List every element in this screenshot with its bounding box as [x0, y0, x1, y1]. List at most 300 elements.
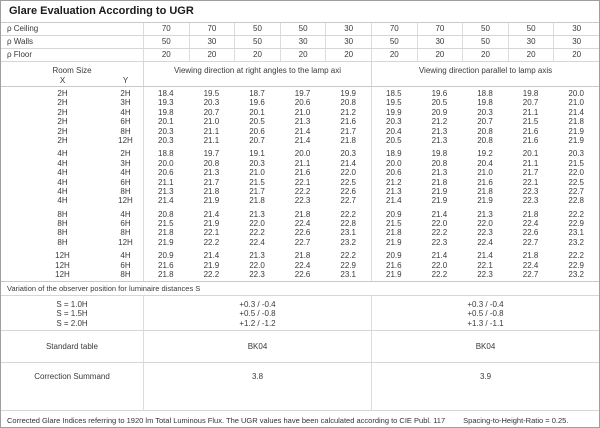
ugr-value: 20.3: [386, 117, 402, 127]
ugr-value: 21.6: [158, 260, 174, 270]
spacing-height-ratio: Spacing-to-Height-Ratio = 0.25.: [463, 415, 569, 425]
room-size-y: 12H: [118, 196, 133, 206]
room-size-y: 8H: [120, 270, 131, 280]
ugr-value: 22.0: [249, 260, 265, 270]
ugr-value: 21.5: [158, 219, 174, 229]
reflectance-label: ρ Walls: [7, 37, 34, 46]
reflectance-value: 50: [371, 36, 417, 48]
s-label: S = 2.0H: [56, 318, 88, 328]
ugr-value: 22.5: [568, 177, 584, 187]
variation-value: +1.3 / -1.1: [467, 318, 504, 328]
ugr-value: 20.0: [568, 89, 584, 98]
reflectance-value: 30: [553, 23, 599, 35]
ugr-value: 22.0: [477, 219, 493, 229]
room-size-y: 12H: [118, 237, 133, 247]
ugr-value: 22.2: [431, 228, 448, 238]
ugr-value: 21.9: [477, 196, 493, 206]
ugr-value: 18.8: [158, 149, 174, 159]
ugr-table-row: [1, 168, 599, 177]
ugr-value: 22.3: [522, 196, 539, 206]
ugr-value: 20.9: [158, 251, 174, 261]
ugr-value: 20.1: [158, 117, 174, 127]
room-size-y: 8H: [120, 186, 131, 196]
ugr-table-row: [1, 238, 599, 247]
reflectance-value: 70: [143, 23, 189, 35]
ugr-value: 21.3: [249, 251, 265, 261]
ugr-value: 21.4: [431, 251, 448, 261]
ugr-value: 21.1: [294, 158, 311, 168]
room-size-x: 2H: [57, 135, 68, 145]
ugr-value: 21.9: [386, 237, 402, 247]
ugr-value: 21.3: [477, 209, 493, 219]
room-size-y: 4H: [120, 107, 131, 117]
ugr-rows: [1, 89, 599, 279]
ugr-table-row: [1, 159, 599, 168]
ugr-value: 21.2: [340, 107, 356, 117]
room-size-y: 2H: [120, 149, 131, 159]
reflectance-value: 50: [462, 23, 508, 35]
ugr-value: 21.8: [568, 117, 584, 127]
ugr-value: 22.2: [431, 270, 448, 280]
ugr-value: 20.6: [386, 168, 402, 178]
reflectance-value: 20: [325, 49, 371, 61]
room-size-x: 8H: [57, 209, 68, 219]
ugr-value: 22.2: [294, 186, 311, 196]
ugr-value: 19.9: [386, 107, 402, 117]
ugr-value: 20.7: [477, 117, 493, 127]
ugr-value: 19.6: [431, 89, 448, 98]
ugr-table-row: [1, 270, 599, 279]
ugr-value: 18.8: [477, 89, 493, 98]
ugr-value: 18.7: [249, 89, 265, 98]
room-size-y: 3H: [120, 98, 131, 108]
ugr-value: 20.3: [158, 135, 174, 145]
ugr-value: 21.4: [203, 209, 220, 219]
ugr-value: 20.3: [568, 149, 584, 159]
ugr-value: 20.3: [340, 149, 356, 159]
room-size-y: 6H: [120, 177, 131, 187]
ugr-value: 21.8: [294, 209, 311, 219]
ugr-value: 21.1: [203, 135, 220, 145]
page-title: Glare Evaluation According to UGR: [1, 1, 599, 23]
ugr-value: 20.3: [249, 158, 265, 168]
reflectance-value: 20: [189, 49, 235, 61]
ugr-value: 20.8: [203, 158, 220, 168]
standard-table-right-value: BK04: [371, 331, 599, 362]
ugr-value: 20.5: [431, 98, 448, 108]
reflectance-row: [1, 49, 599, 62]
ugr-value: 21.4: [340, 158, 356, 168]
standard-table-left-value: BK04: [143, 331, 371, 362]
ugr-value: 21.6: [386, 260, 402, 270]
ugr-value: 18.4: [158, 89, 174, 98]
ugr-value: 21.9: [431, 186, 448, 196]
ugr-value: 20.1: [522, 149, 539, 159]
ugr-value: 21.4: [294, 126, 311, 136]
ugr-value: 21.9: [158, 237, 174, 247]
room-size-y: 6H: [120, 117, 131, 127]
reflectance-value: 30: [325, 23, 371, 35]
ugr-value: 21.5: [386, 219, 402, 229]
viewing-direction-parallel-header: Viewing direction parallel to lamp axis: [371, 62, 599, 86]
ugr-value: 19.9: [340, 89, 356, 98]
ugr-value: 22.9: [568, 219, 584, 229]
ugr-value: 20.6: [158, 168, 174, 178]
ugr-value: 21.3: [249, 209, 265, 219]
standard-table-row: [1, 331, 599, 363]
ugr-value: 22.6: [294, 228, 311, 238]
variation-value: +1.2 / -1.2: [239, 318, 276, 328]
ugr-value: 22.0: [340, 168, 356, 178]
reflectance-value: 20: [508, 49, 554, 61]
variation-value: +0.3 / -0.4: [467, 300, 504, 309]
room-size-x: 4H: [57, 196, 68, 206]
ugr-table-row: [1, 228, 599, 237]
ugr-value: 21.1: [522, 158, 539, 168]
reflectance-value: 30: [553, 36, 599, 48]
ugr-value: 21.4: [294, 135, 311, 145]
reflectance-label: ρ Ceiling: [7, 24, 39, 33]
ugr-value: 21.8: [522, 251, 539, 261]
ugr-value: 22.0: [568, 168, 584, 178]
ugr-value: 19.7: [203, 149, 220, 159]
ugr-value: 21.3: [431, 126, 448, 136]
room-size-y: 8H: [120, 228, 131, 238]
reflectance-label: ρ Floor: [7, 50, 32, 59]
ugr-table-row: [1, 187, 599, 196]
reflectance-value: 20: [234, 49, 280, 61]
reflectance-section: [1, 23, 599, 62]
ugr-value: 22.4: [294, 260, 311, 270]
ugr-value: 21.3: [203, 168, 220, 178]
ugr-value: 22.9: [340, 260, 356, 270]
table-header: [1, 62, 599, 87]
ugr-value: 20.5: [249, 117, 265, 127]
variation-value: +0.3 / -0.4: [239, 300, 276, 309]
ugr-table-row: [1, 98, 599, 107]
reflectance-value: 20: [417, 49, 463, 61]
ugr-value: 21.6: [294, 168, 311, 178]
room-size-x: 2H: [57, 89, 68, 98]
reflectance-value: 50: [143, 36, 189, 48]
ugr-value: 20.0: [386, 158, 402, 168]
ugr-value: 22.7: [340, 196, 356, 206]
room-size-header: [1, 62, 143, 86]
ugr-value: 22.6: [294, 270, 311, 280]
ugr-value: 20.6: [294, 98, 311, 108]
ugr-value: 20.3: [158, 126, 174, 136]
ugr-value: 21.7: [522, 168, 539, 178]
ugr-value: 21.3: [431, 168, 448, 178]
ugr-table-row: [1, 127, 599, 136]
ugr-value: 22.3: [249, 270, 265, 280]
ugr-value: 21.9: [203, 219, 220, 229]
ugr-value: 22.4: [294, 219, 311, 229]
room-size-label: Room Size: [52, 66, 92, 75]
ugr-value: 21.0: [568, 98, 584, 108]
ugr-table-row: [1, 210, 599, 219]
ugr-value: 23.1: [340, 228, 356, 238]
ugr-value: 22.2: [340, 209, 356, 219]
room-size-x: 8H: [57, 228, 68, 238]
ugr-value: 21.0: [203, 117, 220, 127]
room-size-x: 4H: [57, 158, 68, 168]
ugr-value: 22.8: [340, 219, 356, 229]
ugr-value: 22.0: [249, 219, 265, 229]
ugr-value: 22.4: [249, 237, 265, 247]
ugr-value: 22.6: [522, 228, 539, 238]
ugr-value: 18.5: [386, 89, 402, 98]
y-column-header: Y: [122, 76, 129, 85]
ugr-value: 20.3: [203, 98, 220, 108]
ugr-value: 22.1: [477, 260, 493, 270]
room-size-group-2H: [1, 89, 599, 145]
reflectance-value: 30: [280, 36, 326, 48]
ugr-value: 22.5: [340, 177, 356, 187]
room-size-y: 4H: [120, 251, 131, 261]
ugr-value: 20.9: [386, 251, 402, 261]
ugr-value: 21.3: [431, 135, 448, 145]
block-divider: [371, 87, 372, 281]
ugr-value: 21.9: [203, 260, 220, 270]
ugr-value: 21.6: [340, 117, 356, 127]
ugr-value: 22.7: [522, 270, 539, 280]
reflectance-value: 50: [234, 23, 280, 35]
ugr-value: 21.6: [477, 177, 493, 187]
ugr-value: 21.1: [522, 107, 539, 117]
viewing-direction-right-angles-header: Viewing direction at right angles to the lamp axi: [143, 62, 371, 86]
room-size-y: 3H: [120, 158, 131, 168]
ugr-value: 23.2: [568, 270, 584, 280]
ugr-value: 22.2: [568, 251, 584, 261]
reflectance-row: [1, 36, 599, 49]
reflectance-value: 20: [280, 49, 326, 61]
reflectance-value: 30: [417, 36, 463, 48]
ugr-value: 20.1: [249, 107, 265, 117]
room-size-x: 12H: [55, 270, 70, 280]
ugr-value: 21.4: [477, 251, 493, 261]
ugr-value: 20.5: [386, 135, 402, 145]
ugr-value: 19.7: [294, 89, 311, 98]
ugr-table-row: [1, 89, 599, 98]
ugr-table-row: [1, 149, 599, 158]
ugr-value: 22.8: [568, 196, 584, 206]
ugr-value: 21.0: [477, 168, 493, 178]
ugr-value: 21.8: [249, 196, 265, 206]
ugr-value: 21.2: [386, 177, 402, 187]
ugr-value: 20.8: [340, 98, 356, 108]
ugr-value: 23.1: [340, 270, 356, 280]
room-size-x: 2H: [57, 117, 68, 127]
ugr-value: 22.0: [431, 260, 448, 270]
room-size-x: 4H: [57, 186, 68, 196]
ugr-value: 21.7: [249, 186, 265, 196]
reflectance-value: 50: [508, 23, 554, 35]
ugr-value: 20.0: [158, 158, 174, 168]
room-size-y: 4H: [120, 168, 131, 178]
variation-values-right: [371, 296, 599, 330]
ugr-value: 21.8: [158, 270, 174, 280]
ugr-value: 22.7: [522, 237, 539, 247]
ugr-value: 23.2: [568, 237, 584, 247]
ugr-value: 21.0: [249, 168, 265, 178]
ugr-value: 21.5: [568, 158, 584, 168]
room-size-x: 2H: [57, 98, 68, 108]
ugr-value: 21.7: [340, 126, 356, 136]
ugr-value: 20.7: [203, 107, 220, 117]
reflectance-value: 30: [508, 36, 554, 48]
ugr-value: 19.6: [249, 98, 265, 108]
ugr-value: 21.3: [386, 186, 402, 196]
ugr-value: 19.8: [477, 98, 493, 108]
ugr-value: 21.8: [386, 228, 402, 238]
standard-table-label: Standard table: [45, 342, 99, 351]
ugr-value: 22.2: [340, 251, 356, 261]
ugr-table-row: [1, 251, 599, 260]
ugr-value: 21.9: [431, 196, 448, 206]
reflectance-value: 50: [280, 23, 326, 35]
room-size-y: 12H: [118, 135, 133, 145]
variation-section-label: Variation of the observer position for luminaire distances S: [1, 282, 599, 296]
ugr-value: 22.9: [568, 260, 584, 270]
ugr-value: 21.2: [431, 117, 448, 127]
ugr-value: 22.3: [522, 186, 539, 196]
correction-summand-label: Correction Summand: [34, 372, 110, 381]
ugr-value: 22.2: [249, 228, 265, 238]
ugr-value: 19.1: [249, 149, 265, 159]
room-size-x: 4H: [57, 149, 68, 159]
ugr-value: 22.3: [477, 270, 493, 280]
reflectance-value: 70: [371, 23, 417, 35]
ugr-value: 22.1: [522, 177, 539, 187]
room-size-y: 6H: [120, 219, 131, 229]
ugr-value: 23.2: [340, 237, 356, 247]
ugr-table-row: [1, 196, 599, 205]
room-size-group-4H: [1, 149, 599, 205]
reflectance-value: 20: [553, 49, 599, 61]
xy-header-row: [1, 76, 143, 85]
room-size-y: 2H: [120, 89, 131, 98]
ugr-value: 21.8: [477, 186, 493, 196]
ugr-value: 21.6: [522, 126, 539, 136]
s-distance-labels: [1, 296, 143, 330]
ugr-value: 21.8: [431, 177, 448, 187]
ugr-value: 22.2: [203, 237, 220, 247]
variation-values-row: [1, 296, 599, 331]
reflectance-value: 50: [462, 36, 508, 48]
ugr-value: 22.4: [522, 219, 539, 229]
ugr-value: 20.0: [294, 149, 311, 159]
ugr-value: 22.4: [522, 260, 539, 270]
ugr-value: 22.6: [340, 186, 356, 196]
ugr-value: 20.8: [431, 158, 448, 168]
room-size-y: 8H: [120, 126, 131, 136]
room-size-x: 12H: [55, 251, 70, 261]
ugr-value: 19.3: [158, 98, 174, 108]
ugr-value: 21.3: [294, 117, 311, 127]
reflectance-value: 20: [462, 49, 508, 61]
ugr-value: 19.2: [477, 149, 493, 159]
reflectance-value: 50: [234, 36, 280, 48]
ugr-value: 22.7: [294, 237, 311, 247]
ugr-value: 22.7: [568, 186, 584, 196]
room-size-x: 4H: [57, 168, 68, 178]
reflectance-value: 30: [325, 36, 371, 48]
ugr-value: 21.0: [294, 107, 311, 117]
ugr-value: 20.8: [158, 209, 174, 219]
ugr-value: 22.2: [568, 209, 584, 219]
ugr-value: 22.3: [294, 196, 311, 206]
ugr-value: 22.3: [477, 228, 493, 238]
ugr-value: 21.1: [158, 177, 174, 187]
ugr-table-row: [1, 219, 599, 228]
ugr-value: 22.0: [431, 219, 448, 229]
ugr-value: 21.4: [431, 209, 448, 219]
ugr-value: 21.1: [203, 126, 220, 136]
ugr-value: 21.6: [522, 135, 539, 145]
variation-values-left: [143, 296, 371, 330]
reflectance-value: 70: [189, 23, 235, 35]
ugr-value: 21.4: [203, 251, 220, 261]
room-size-group-8H: [1, 210, 599, 248]
correction-summand-right-value: 3.9: [371, 363, 599, 410]
s-label: S = 1.5H: [56, 309, 88, 319]
reflectance-row: [1, 23, 599, 36]
ugr-value: 20.9: [431, 107, 448, 117]
reflectance-value: 20: [371, 49, 417, 61]
ugr-value: 22.1: [203, 228, 220, 238]
reflectance-value: 20: [143, 49, 189, 61]
room-size-x: 12H: [55, 260, 70, 270]
reflectance-value: 30: [189, 36, 235, 48]
ugr-table-row: [1, 261, 599, 270]
room-size-x: 2H: [57, 107, 68, 117]
ugr-value: 20.4: [477, 158, 493, 168]
ugr-value: 20.3: [477, 107, 493, 117]
s-label: S = 1.0H: [56, 300, 88, 309]
correction-summand-row: [1, 363, 599, 411]
room-size-y: 6H: [120, 260, 131, 270]
ugr-value: 22.2: [203, 270, 220, 280]
ugr-value: 21.8: [294, 251, 311, 261]
ugr-table-row: [1, 117, 599, 126]
ugr-value: 19.8: [431, 149, 448, 159]
ugr-value: 21.8: [203, 186, 220, 196]
ugr-data-area: [1, 87, 599, 282]
variation-value: +0.5 / -0.8: [467, 309, 504, 319]
ugr-value: 18.9: [386, 149, 402, 159]
room-size-x: 8H: [57, 219, 68, 229]
ugr-value: 20.8: [477, 126, 493, 136]
x-column-header: X: [59, 76, 66, 85]
ugr-table-row: [1, 178, 599, 187]
ugr-value: 21.9: [386, 270, 402, 280]
ugr-value: 21.7: [203, 177, 220, 187]
variation-value: +0.5 / -0.8: [239, 309, 276, 319]
ugr-value: 20.4: [386, 126, 402, 136]
ugr-value: 21.8: [522, 209, 539, 219]
ugr-value: 22.3: [431, 237, 448, 247]
ugr-value: 21.5: [522, 117, 539, 127]
ugr-value: 21.4: [568, 107, 584, 117]
ugr-value: 19.8: [522, 89, 539, 98]
ugr-value: 21.9: [568, 126, 584, 136]
ugr-value: 20.7: [249, 135, 265, 145]
room-size-x: 4H: [57, 177, 68, 187]
ugr-value: 21.9: [203, 196, 220, 206]
ugr-value: 19.8: [158, 107, 174, 117]
ugr-value: 20.7: [522, 98, 539, 108]
